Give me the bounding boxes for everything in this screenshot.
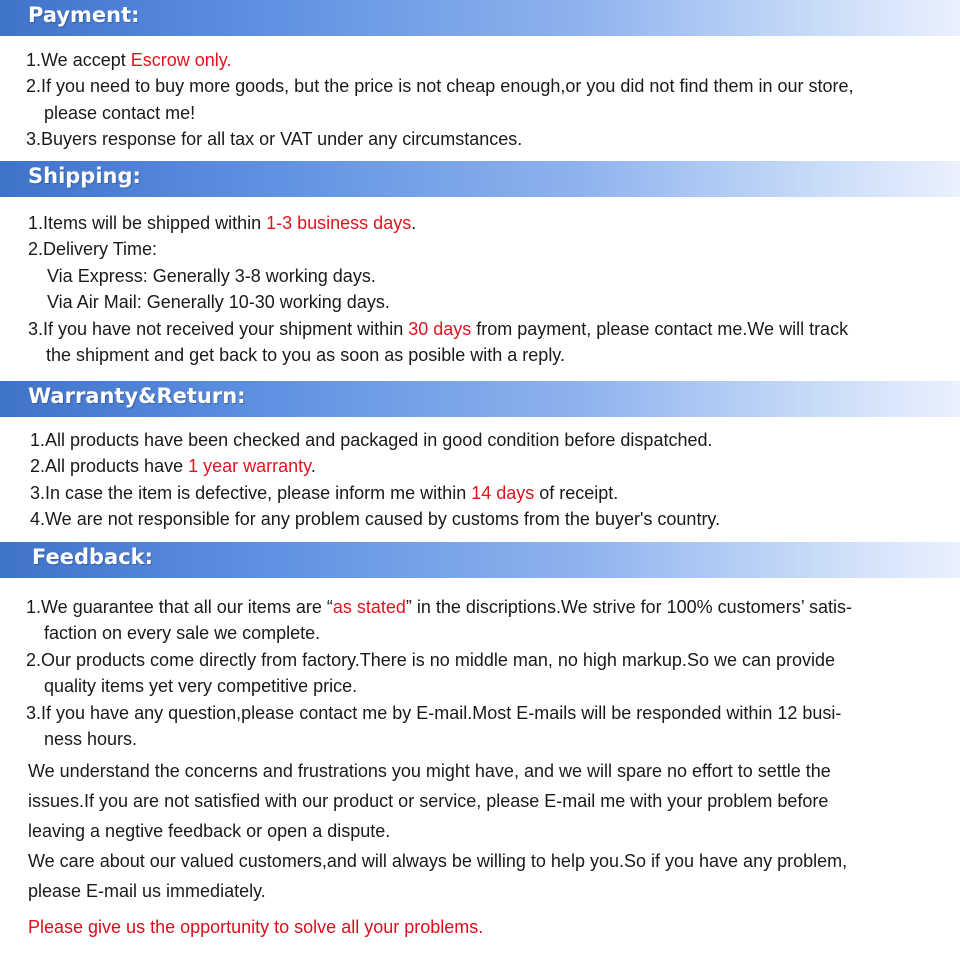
payment-line-1 bbox=[26, 49, 231, 71]
payment-line-2a: 2.If you need to buy more goods, but the price is not cheap enough,or you did not find them in our store, bbox=[26, 76, 854, 96]
feedback-paragraph-1c: leaving a negtive feedback or open a dispute. bbox=[28, 821, 391, 841]
payment-line-3: 3.Buyers response for all tax or VAT under any circumstances. bbox=[26, 129, 523, 149]
feedback-line-2b: quality items yet very competitive price. bbox=[44, 676, 358, 696]
feedback-header-band bbox=[0, 542, 960, 578]
feedback-paragraph-1a: We understand the concerns and frustrations you might have, and we will spare no effort to settle the bbox=[28, 761, 831, 781]
shipping-line-3-end: from payment, please contact me.We will track bbox=[471, 319, 849, 339]
shipping-line-1 bbox=[28, 212, 416, 234]
warranty-line-2 bbox=[30, 455, 316, 477]
feedback-line-1b: faction on every sale we complete. bbox=[44, 623, 321, 643]
payment-escrow-highlight: Escrow only. bbox=[130, 50, 232, 70]
payment-header-band bbox=[0, 0, 960, 36]
feedback-paragraph-2b: please E-mail us immediately. bbox=[28, 881, 266, 901]
warranty-title: Warranty&Return: bbox=[28, 384, 246, 408]
shipping-title: Shipping: bbox=[28, 164, 141, 188]
shipping-line-3b: the shipment and get back to you as soon as posible with a reply. bbox=[46, 345, 565, 365]
warranty-year-highlight: 1 year warranty bbox=[188, 456, 311, 476]
payment-line-1-text: 1.We accept bbox=[26, 50, 131, 70]
shipping-line-2: 2.Delivery Time: bbox=[28, 239, 158, 259]
payment-line-2b: please contact me! bbox=[44, 103, 196, 123]
shipping-days-highlight: 1-3 business days bbox=[266, 213, 412, 233]
feedback-paragraph-1b: issues.If you are not satisfied with our product or service, please E-mail me with your problem before bbox=[28, 791, 829, 811]
feedback-line-2a: 2.Our products come directly from factory.There is no middle man, no high markup.So we can provide bbox=[26, 650, 836, 670]
feedback-as-stated-highlight: as stated bbox=[332, 597, 406, 617]
warranty-line-2-text: 2.All products have bbox=[30, 456, 189, 476]
shipping-airmail-line: Via Air Mail: Generally 10-30 working days. bbox=[47, 292, 390, 312]
feedback-line-1-end: ” in the discriptions.We strive for 100% customers’ satis- bbox=[405, 597, 853, 617]
shipping-line-1-end: . bbox=[411, 213, 417, 233]
feedback-title: Feedback: bbox=[32, 545, 154, 569]
shipping-express-line: Via Express: Generally 3-8 working days. bbox=[47, 266, 376, 286]
feedback-line-1 bbox=[26, 596, 852, 618]
feedback-line-3a: 3.If you have any question,please contact me by E-mail.Most E-mails will be responded within 12 busi- bbox=[26, 703, 842, 723]
warranty-line-1: 1.All products have been checked and packaged in good condition before dispatched. bbox=[30, 430, 713, 450]
feedback-line-1-text: 1.We guarantee that all our items are “ bbox=[26, 597, 333, 617]
closing-statement: Please give us the opportunity to solve all your problems. bbox=[28, 917, 484, 937]
warranty-header-band bbox=[0, 381, 960, 417]
warranty-line-2-end: . bbox=[310, 456, 316, 476]
feedback-line-3b: ness hours. bbox=[44, 729, 138, 749]
warranty-line-3 bbox=[30, 482, 618, 504]
shipping-30days-highlight: 30 days bbox=[408, 319, 472, 339]
warranty-line-3-end: of receipt. bbox=[534, 483, 619, 503]
warranty-14days-highlight: 14 days bbox=[471, 483, 535, 503]
payment-title: Payment: bbox=[28, 3, 140, 27]
shipping-line-1-text: 1.Items will be shipped within bbox=[28, 213, 267, 233]
shipping-line-3-text: 3.If you have not received your shipment within bbox=[28, 319, 409, 339]
feedback-paragraph-2a: We care about our valued customers,and will always be willing to help you.So if you have any problem, bbox=[28, 851, 848, 871]
shipping-line-3 bbox=[28, 318, 848, 340]
warranty-line-4: 4.We are not responsible for any problem caused by customs from the buyer's country. bbox=[30, 509, 721, 529]
warranty-line-3-text: 3.In case the item is defective, please inform me within bbox=[30, 483, 472, 503]
shipping-header-band bbox=[0, 161, 960, 197]
